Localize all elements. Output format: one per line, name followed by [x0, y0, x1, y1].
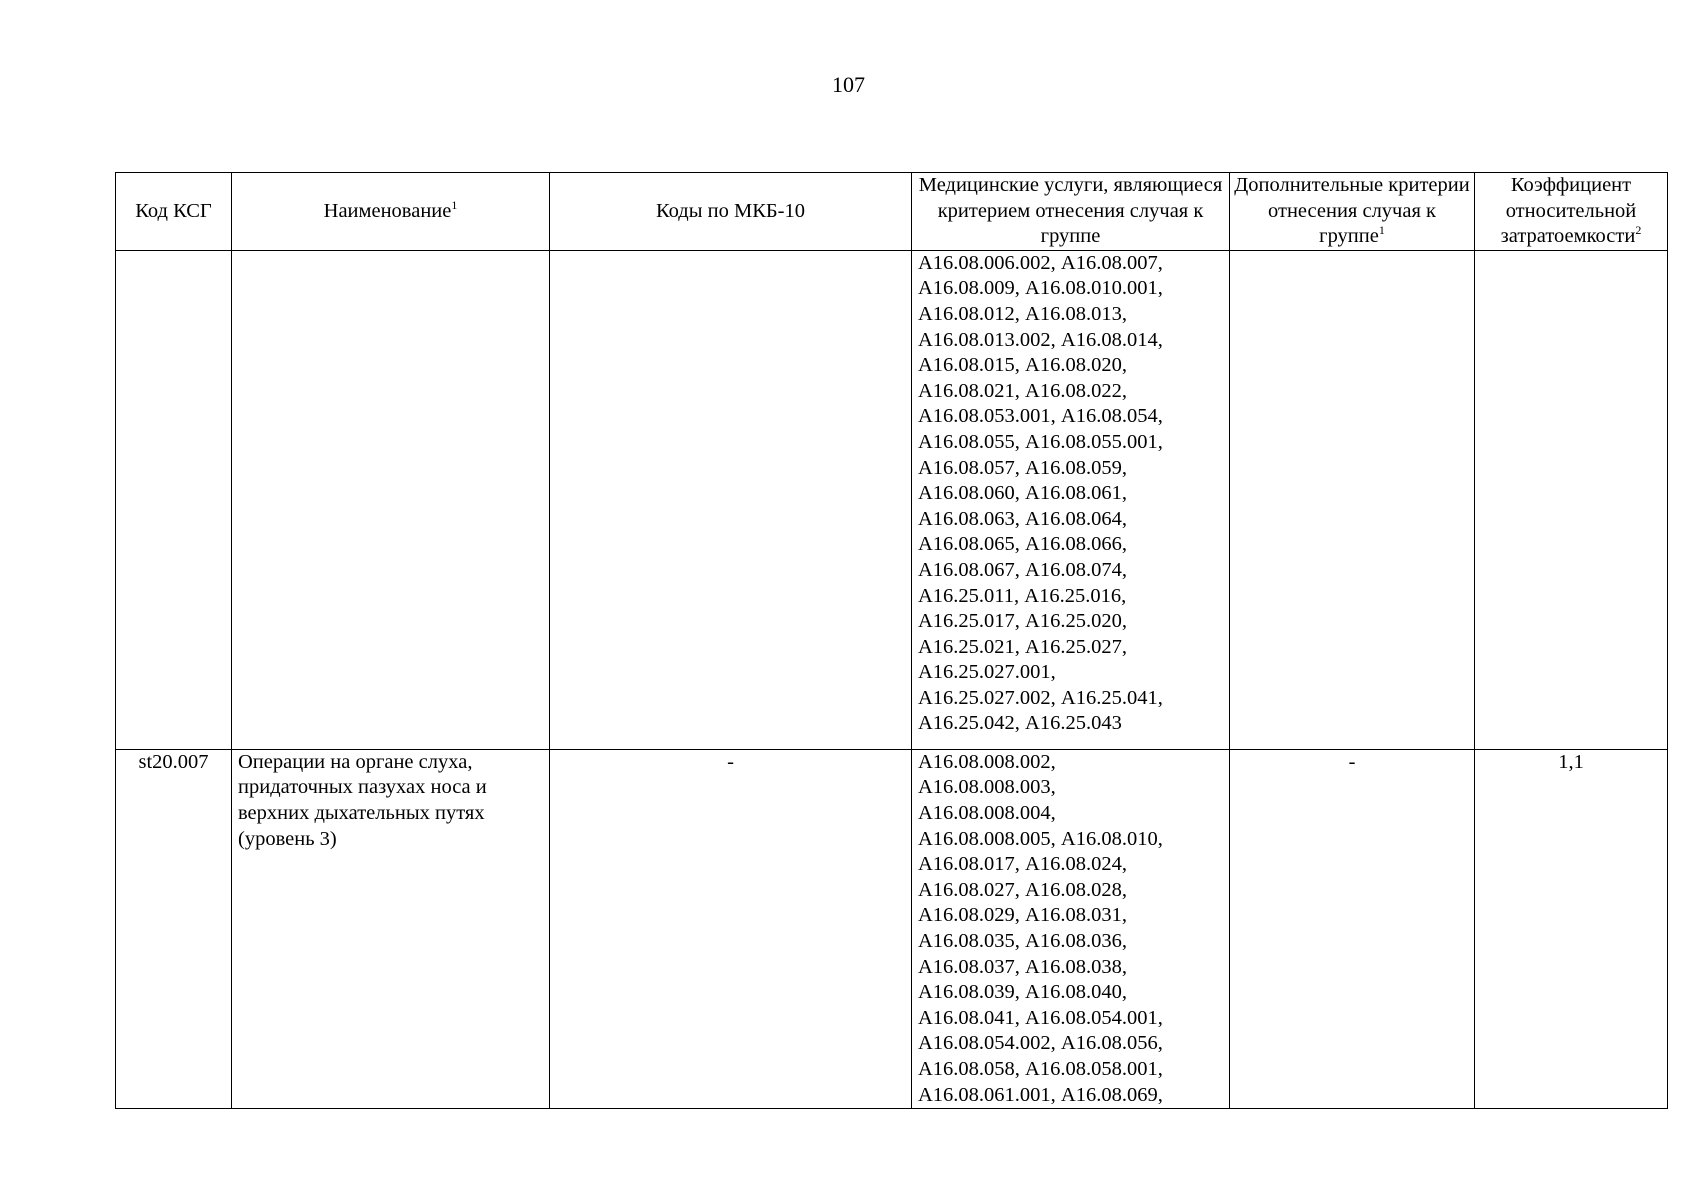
name-cell: Операции на органе слуха, придаточных пазухах носа и верхних дыхательных путях (уровень 3)	[232, 749, 550, 1108]
mkb-cell: -	[550, 749, 912, 1108]
service-codes-line: А16.08.067, А16.08.074,	[918, 558, 1127, 581]
header-name: Наименование$^1$	[232, 173, 550, 251]
service-codes-line: А16.08.009, А16.08.010.001,	[918, 277, 1163, 300]
table-row	[116, 250, 1668, 749]
service-codes-line: А16.08.008.003,	[918, 776, 1056, 799]
ksg-code-cell	[116, 250, 232, 749]
service-codes-line: А16.08.054.002, А16.08.056,	[918, 1032, 1163, 1055]
coefficient-cell	[1475, 250, 1668, 749]
service-codes-line: А16.08.061.001, А16.08.069,	[918, 1083, 1163, 1106]
coefficient-cell: 1,1	[1475, 749, 1668, 1108]
extra-criteria-cell: -	[1230, 749, 1475, 1108]
service-codes-line: А16.25.027.001,	[918, 661, 1056, 684]
header-mkb-codes: Коды по МКБ-10	[550, 173, 912, 251]
service-codes-line: А16.25.027.002, А16.25.041,	[918, 686, 1163, 709]
service-codes-line: А16.08.055, А16.08.055.001,	[918, 430, 1163, 453]
header-ksg-code: Код КСГ	[116, 173, 232, 251]
service-codes-line: А16.08.027, А16.08.028,	[918, 878, 1127, 901]
service-codes-line: А16.08.008.004,	[918, 801, 1056, 824]
service-codes-line: А16.08.008.002,	[918, 750, 1056, 773]
service-codes-line: А16.25.021, А16.25.027,	[918, 635, 1127, 658]
service-codes-line: А16.08.039, А16.08.040,	[918, 981, 1127, 1004]
service-codes-line: А16.25.017, А16.25.020,	[918, 610, 1127, 633]
extra-criteria-cell	[1230, 250, 1475, 749]
service-codes-line: А16.08.035, А16.08.036,	[918, 929, 1127, 952]
header-medical-services: Медицинские услуги, являющиеся критерием отнесения случая к группе	[912, 173, 1230, 251]
header-cost-coefficient: Коэффициент относительной затратоемкости$^2$	[1475, 173, 1668, 251]
services-cell	[912, 749, 1230, 1108]
ksg-code-cell: st20.007	[116, 749, 232, 1108]
service-codes-line: А16.25.011, А16.25.016,	[918, 584, 1127, 607]
service-codes-line: А16.08.063, А16.08.064,	[918, 507, 1127, 530]
service-codes-line: А16.08.037, А16.08.038,	[918, 955, 1127, 978]
service-codes-line: А16.08.065, А16.08.066,	[918, 533, 1127, 556]
service-codes-line: А16.08.029, А16.08.031,	[918, 904, 1127, 927]
name-cell	[232, 250, 550, 749]
service-codes-line: А16.08.015, А16.08.020,	[918, 354, 1127, 377]
services-cell	[912, 250, 1230, 749]
service-codes-line: А16.08.021, А16.08.022,	[918, 379, 1127, 402]
service-codes-line: А16.08.008.005, А16.08.010,	[918, 827, 1163, 850]
service-codes-line: А16.08.041, А16.08.054.001,	[918, 1006, 1163, 1029]
service-codes-line: А16.08.013.002, А16.08.014,	[918, 328, 1163, 351]
mkb-cell	[550, 250, 912, 749]
service-codes-line: А16.08.060, А16.08.061,	[918, 482, 1127, 505]
service-codes-line: А16.08.053.001, А16.08.054,	[918, 405, 1163, 428]
ksg-table	[115, 172, 1668, 1109]
service-codes-line: А16.08.012, А16.08.013,	[918, 302, 1127, 325]
page-number: 107	[832, 72, 865, 97]
table-header-row	[116, 173, 1668, 251]
service-codes-line: А16.08.058, А16.08.058.001,	[918, 1057, 1163, 1080]
table-row	[116, 749, 1668, 1108]
header-additional-criteria: Дополнительные критерии отнесения случая к группе$^1$	[1230, 173, 1475, 251]
service-codes-line: А16.08.017, А16.08.024,	[918, 853, 1127, 876]
service-codes-line: А16.25.042, А16.25.043	[918, 712, 1122, 735]
service-codes-line: А16.08.006.002, А16.08.007,	[918, 251, 1163, 274]
service-codes-line: А16.08.057, А16.08.059,	[918, 456, 1127, 479]
